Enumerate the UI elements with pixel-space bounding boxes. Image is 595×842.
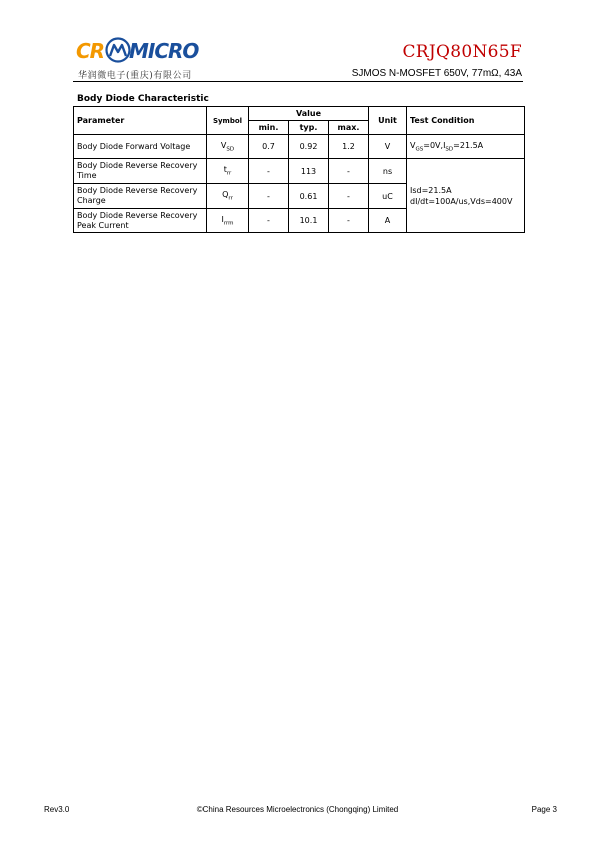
symbol-cell: $I_{rrm}$: [207, 209, 249, 233]
part-number: CRJQ80N65F: [402, 42, 522, 62]
min-cell: 0.7: [249, 135, 289, 159]
header-typ: typ.: [289, 121, 329, 135]
test-condition-cell: [407, 159, 525, 233]
max-cell: 1.2: [329, 135, 369, 159]
header-parameter: Parameter: [74, 107, 207, 135]
max-cell: -: [329, 209, 369, 233]
typ-cell: 113: [289, 159, 329, 184]
unit-cell: ns: [369, 159, 407, 184]
table-row: [74, 159, 525, 184]
unit-cell: V: [369, 135, 407, 159]
header-unit: Unit: [369, 107, 407, 135]
logo-text-micro: MICRO: [129, 39, 199, 63]
parameter-cell: Body Diode Reverse Recovery Time: [74, 159, 207, 184]
section-title: Body Diode Characteristic: [77, 94, 209, 104]
parameter-cell: Body Diode Reverse Recovery Charge: [74, 184, 207, 209]
symbol-cell: $Q_{rr}$: [207, 184, 249, 209]
copyright-text: ©China Resources Microelectronics (Chongqing) Limited: [196, 805, 399, 814]
unit-cell: A: [369, 209, 407, 233]
symbol-cell: $V_{SD}$: [207, 135, 249, 159]
min-cell: -: [249, 209, 289, 233]
max-cell: -: [329, 159, 369, 184]
header-min: min.: [249, 121, 289, 135]
typ-cell: 0.92: [289, 135, 329, 159]
header-test-condition: Test Condition: [407, 107, 525, 135]
symbol-cell: $t_{rr}$: [207, 159, 249, 184]
unit-cell: uC: [369, 184, 407, 209]
parameter-cell: Body Diode Forward Voltage: [74, 135, 207, 159]
table-row: [74, 135, 525, 159]
min-cell: -: [249, 159, 289, 184]
page-number: Page 3: [531, 805, 557, 814]
product-subtitle: SJMOS N-MOSFET 650V, 77mΩ, 43A: [351, 68, 522, 79]
logo-mark-icon: [105, 37, 131, 63]
revision-label: Rev3.0: [44, 805, 70, 814]
max-cell: -: [329, 184, 369, 209]
min-cell: -: [249, 184, 289, 209]
test-condition-line: Isd=21.5A: [410, 185, 452, 195]
header-max: max.: [329, 121, 369, 135]
test-condition-cell: $V_{GS}=0V,I_{SD}=21.5A$: [407, 135, 525, 159]
logo-text-cr: CR: [76, 39, 105, 63]
company-name-cn: 华润微电子(重庆)有限公司: [78, 71, 192, 81]
header-value: Value: [249, 107, 369, 121]
header-divider: [73, 81, 523, 82]
typ-cell: 10.1: [289, 209, 329, 233]
parameter-cell: Body Diode Reverse Recovery Peak Current: [74, 209, 207, 233]
body-diode-table: [73, 106, 525, 233]
header-symbol: Symbol: [207, 107, 249, 135]
test-condition-line: dI/dt=100A/us,Vds=400V: [410, 196, 513, 206]
typ-cell: 0.61: [289, 184, 329, 209]
